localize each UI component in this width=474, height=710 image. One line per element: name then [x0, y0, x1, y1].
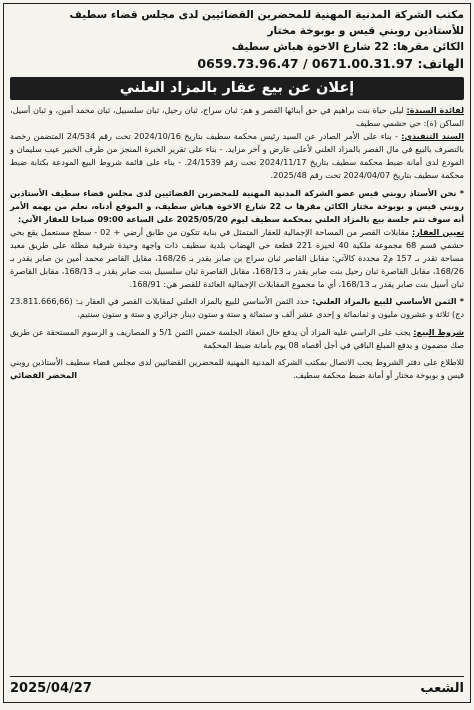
signature: المحضر القضائي [10, 369, 78, 380]
price-paragraph [10, 295, 464, 321]
office-phone [10, 56, 464, 72]
conditions-text: يجب على الراسي عليه المزاد أن يدفع حال انعقاد الجلسة خمس الثمن 5/1 و المصاريف و الرسوم المستحقة عن طريق صك مضمون و يدفع المبلغ الباقي في أجل أقصاه 08 يوم بأمانة ضبط المحكمة [10, 326, 464, 350]
office-address: الكائن مقرها: 22 شارع الاخوة هباش سطيف [231, 41, 464, 53]
property-text: مقابلات القصر من المساحة الإجمالية للعقار المتمثل في بناية تتكون من طابق أرضي + 02 - سطح مستعمل يقع بحي حشمي قسم 68 مجموعة ملكية 40 لحيزة 221 قطعة حي الهضاب بلدية سطيف ذات واجهة وحيدة شرقية مطلة على طريق معبد مساحة تقدر بـ 157 م2 محددة كالآتي: مقابل القاصر ثبان سراج بن صابر يقدر بـ 168/26، مقابل القاصر محمد أمين بن صابر يقدر بـ 168/26، مقابل القاصرة ثبان رحيل بنت صابر يقدر بـ 168/13، مقابل القاصرة ثبان سلسبيل بنت صابر يقدر بـ 168/13، مقابل القاصرة ثبان أسيل بنت صابر يقدر بـ 168/13، أي ما مجموع المقابلات الإجمالية العائدة للقصر هي: 168/91. [10, 226, 465, 290]
notice-body [10, 104, 464, 382]
newspaper-name: الشعب [420, 680, 464, 696]
beneficiary-paragraph [10, 104, 464, 130]
legal-notice [3, 3, 471, 703]
office-name: مكتب الشركة المدنية المهنية للمحضرين القضائيين لدى مجلس قضاء سطيف [69, 9, 464, 21]
property-label: تعيين العقار: [411, 226, 465, 237]
notice-header [10, 7, 464, 72]
phone-numbers: 0659.73.96.47 / 0671.00.31.97 [197, 56, 414, 71]
exec-basis-paragraph [10, 130, 464, 182]
property-paragraph [10, 226, 464, 291]
conditions-paragraph [10, 326, 464, 352]
price-text: حدد الثمن الأساسي للبيع بالمزاد العلني لمقابلات القصر في العقار بـ: (23.811.666,66 دج) ثلاثة و عشرون مليون و ثمانمائة و إحدى عشر ألف و ستمائة و ستة و ستون دينار جزائري و ستة و ستون سنتيم. [10, 296, 464, 320]
exec-basis-text: - بناء على الأمر الصادر عن السيد رئيس محكمة سطيف بتاريخ 2024/10/16 تحت رقم 24/534 المتضمن رخصة بالتصرف بالبيع في مال القصر بالمزاد العلني لأعلى عارض و آخر مزايد. - بناء على تقرير الخبرة المنجز من طرف الخبير عيب سليمان و المودع لدى أمانة ضبط محكمة سطيف بتاريخ 2024/11/17 تحت رقم 24/1539. - بناء على قائمة شروط البيع المودعة بكتابة ضبط محكمة سطيف بتاريخ 2024/04/07 تحت رقم 2025/48. [10, 131, 464, 181]
phone-label: الهاتف: [417, 56, 464, 71]
notice-title: إعلان عن بيع عقار بالمزاد العلني [10, 77, 464, 100]
publication-date: 2025/04/27 [10, 680, 92, 696]
beneficiary-label: لفائدة السيدة: [406, 105, 465, 115]
exec-basis-label: السند التنفيذي: [401, 131, 464, 142]
contact-paragraph [10, 356, 464, 382]
contact-text: للاطلاع على دفتر الشروط يجب الاتصال بمكتب الشركة المدنية المهنية للمحضرين القضائيين لدى مجلس قضاء سطيف الأستاذين روبني قيس و بوبوخة مختار أو أمانة ضبط محكمة سطيف. [10, 356, 464, 380]
conditions-label: شروط البيع: [413, 326, 464, 337]
beneficiary-text: ليلى حياة بنت براهيم في حق أبنائها القصر و هم: ثبان سراج، ثبان رحيل، ثبان سلسبيل، ثبان محمد أمين، و ثبان أسيل، الساكن (ة): حي حشمي سطيف [10, 105, 464, 129]
notice-footer [10, 676, 464, 699]
office-owners: للأستاذين روبني قيس و بوبوخة مختار [267, 25, 464, 37]
price-label: * الثمن الأساسي للبيع بالمزاد العلني: [312, 296, 464, 307]
announcement-paragraph: * نحن الأستاذ روبني قيس عضو الشركة المدنية المهنية للمحضرين القضائيين لدى مجلس قضاء سطيف الأستاذين روبني قيس و بوبوخة مختار الكائن مقرها ب 22 شارع الاخوة هباش سطيف، و الموقع أدناه، نعلم من يهمه الأمر أنه سوف تتم جلسة بيع بالمزاد العلني بمحكمة سطيف ليوم 2025/05/20 على الساعة 09:00 صباحا للعقار الآتي: [10, 187, 464, 224]
